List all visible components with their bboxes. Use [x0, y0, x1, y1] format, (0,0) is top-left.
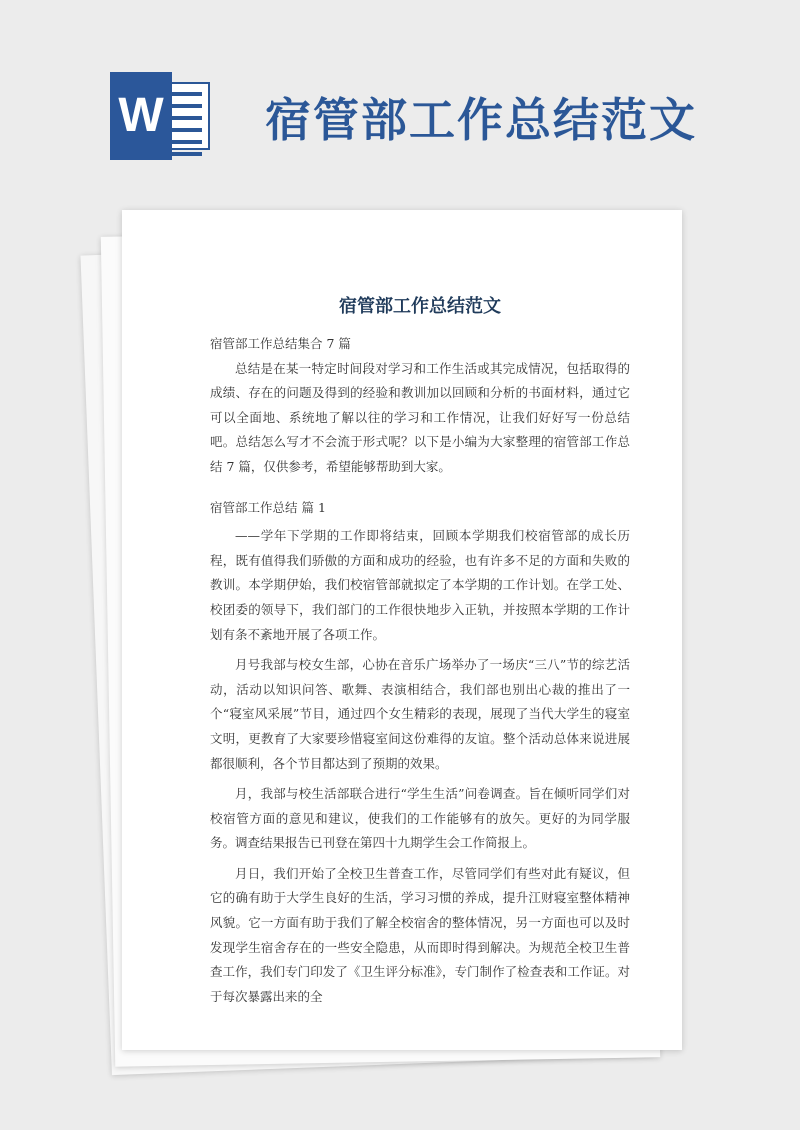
- body-paragraph: 月号我部与校女生部，心协在音乐广场举办了一场庆“三八”节的综艺活动，活动以知识问答、歌舞、表演相结合，我们部也别出心裁的推出了一个“寝室风采展”节目，通过四个女生精彩的表现，展现了当代大学生的寝室文明，更教育了大家要珍惜寝室间这份难得的友谊。整个活动总体来说进展都很顺利，各个节目都达到了预期的效果。: [210, 657, 630, 771]
- body-paragraph: ——学年下学期的工作即将结束，回顾本学期我们校宿管部的成长历程，既有值得我们骄傲的方面和成功的经验，也有许多不足的方面和失败的教训。本学期伊始，我们校宿管部就拟定了本学期的工作计划。在学工处、校团委的领导下，我们部门的工作很快地步入正轨，并按照本学期的工作计划有条不紊地开展了各项工作。: [210, 528, 630, 642]
- page-title: 宿管部工作总结范文: [265, 93, 697, 147]
- intro-paragraph: 总结是在某一特定时间段对学习和工作生活或其完成情况，包括取得的成绩、存在的问题及得到的经验和教训加以回顾和分析的书面材料，通过它可以全面地、系统地了解以往的学习和工作情况，让我们好好写一份总结吧。总结怎么写才不会流于形式呢？以下是小编为大家整理的宿管部工作总结 7 篇，仅供参考，希望能够帮助到大家。: [210, 360, 630, 474]
- body-paragraph: 月，我部与校生活部联合进行“学生生活”问卷调查。旨在倾听同学们对校宿管方面的意见和建议，使我们的工作能够有的放矢。更好的为同学服务。调查结果报告已刊登在第四十九期学生会工作简报上。: [210, 786, 630, 851]
- document-subtitle: 宿管部工作总结集合 7 篇: [210, 336, 351, 351]
- word-logo-letter: W: [110, 72, 172, 160]
- document-title: 宿管部工作总结范文: [339, 296, 501, 317]
- document-body: [210, 292, 630, 1015]
- section-heading: 宿管部工作总结 篇 1: [210, 499, 326, 515]
- word-document-icon: [110, 72, 220, 160]
- page-header: [0, 0, 800, 200]
- body-paragraph: 月日，我们开始了全校卫生普查工作，尽管同学们有些对此有疑议，但它的确有助于大学生良好的生活，学习习惯的养成，提升江财寝室整体精神风貌。它一方面有助于我们了解全校宿舍的整体情况，另一方面也可以及时发现学生宿舍存在的一些安全隐患，从而即时得到解决。为规范全校卫生普查工作，我们专门印发了《卫生评分标准》，专门制作了检查表和工作证。对于每次暴露出来的全: [210, 865, 630, 1004]
